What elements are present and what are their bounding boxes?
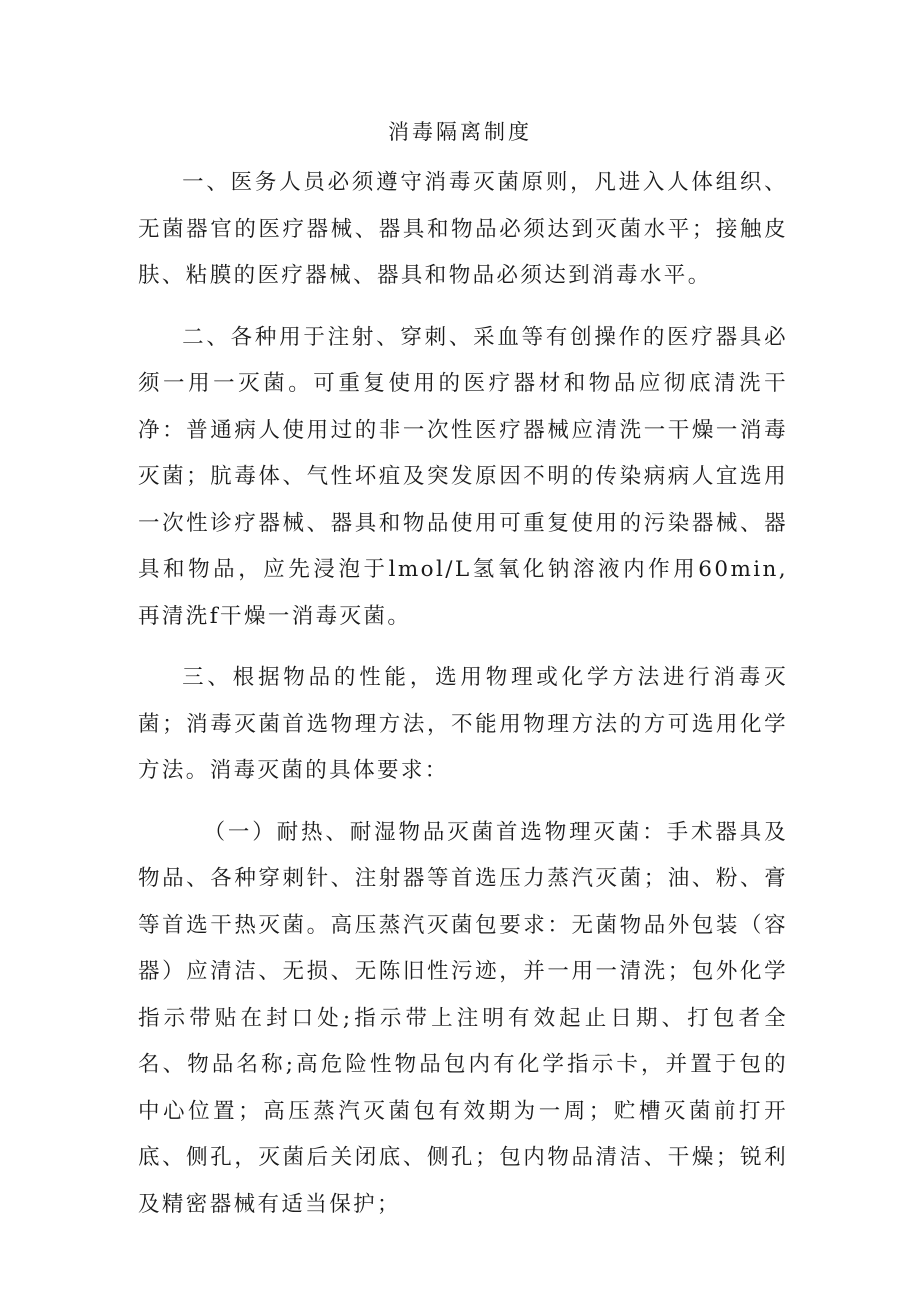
document-body [138,160,788,1228]
paragraph-gap [138,795,788,810]
paragraph-3: 三、根据物品的性能，选用物理或化学方法进行消毒灭菌；消毒灭菌首选物理方法，不能用物理方法的方可选用化学方法。消毒灭菌的具体要求： [138,665,788,783]
paragraph-1: 一、医务人员必须遵守消毒灭菌原则，凡进入人体组织、无菌器官的医疗器械、器具和物品必须达到灭菌水平；接触皮肤、粘膜的医疗器械、器具和物品必须达到消毒水平。 [138,170,788,288]
paragraph-4: （一）耐热、耐湿物品灭菌首选物理灭菌：手术器具及物品、各种穿刺针、注射器等首选压力蒸汽灭菌；油、粉、膏等首选干热灭菌。高压蒸汽灭菌包要求：无菌物品外包装（容器）应清洁、无损、无陈旧性污迹，并一用一清洗；包外化学指示带贴在封口处;指示带上注明有效起止日期、打包者全名、物品名称;高危险性物品包内有化学指示卡，并置于包的中心位置；高压蒸汽灭菌包有效期为一周；贮槽灭菌前打开底、侧孔，灭菌后关闭底、侧孔；包内物品清洁、干燥；锐利及精密器械有适当保护； [138,819,788,1217]
paragraph-gap [138,640,788,655]
document-title: 消毒隔离制度 [388,120,532,144]
paragraph-gap [138,300,788,315]
paragraph-2: 二、各种用于注射、穿刺、采血等有创操作的医疗器具必须一用一灭菌。可重复使用的医疗器材和物品应彻底清洗干净：普通病人使用过的非一次性医疗器械应清洗一干燥一消毒灭菌；肮毒体、气性坏疽及突发原因不明的传染病病人宜选用一次性诊疗器械、器具和物品使用可重复使用的污染器械、器具和物品，应先浸泡于lmol∕L氢氧化钠溶液内作用60min,再清洗f干燥一消毒灭菌。 [138,324,788,629]
